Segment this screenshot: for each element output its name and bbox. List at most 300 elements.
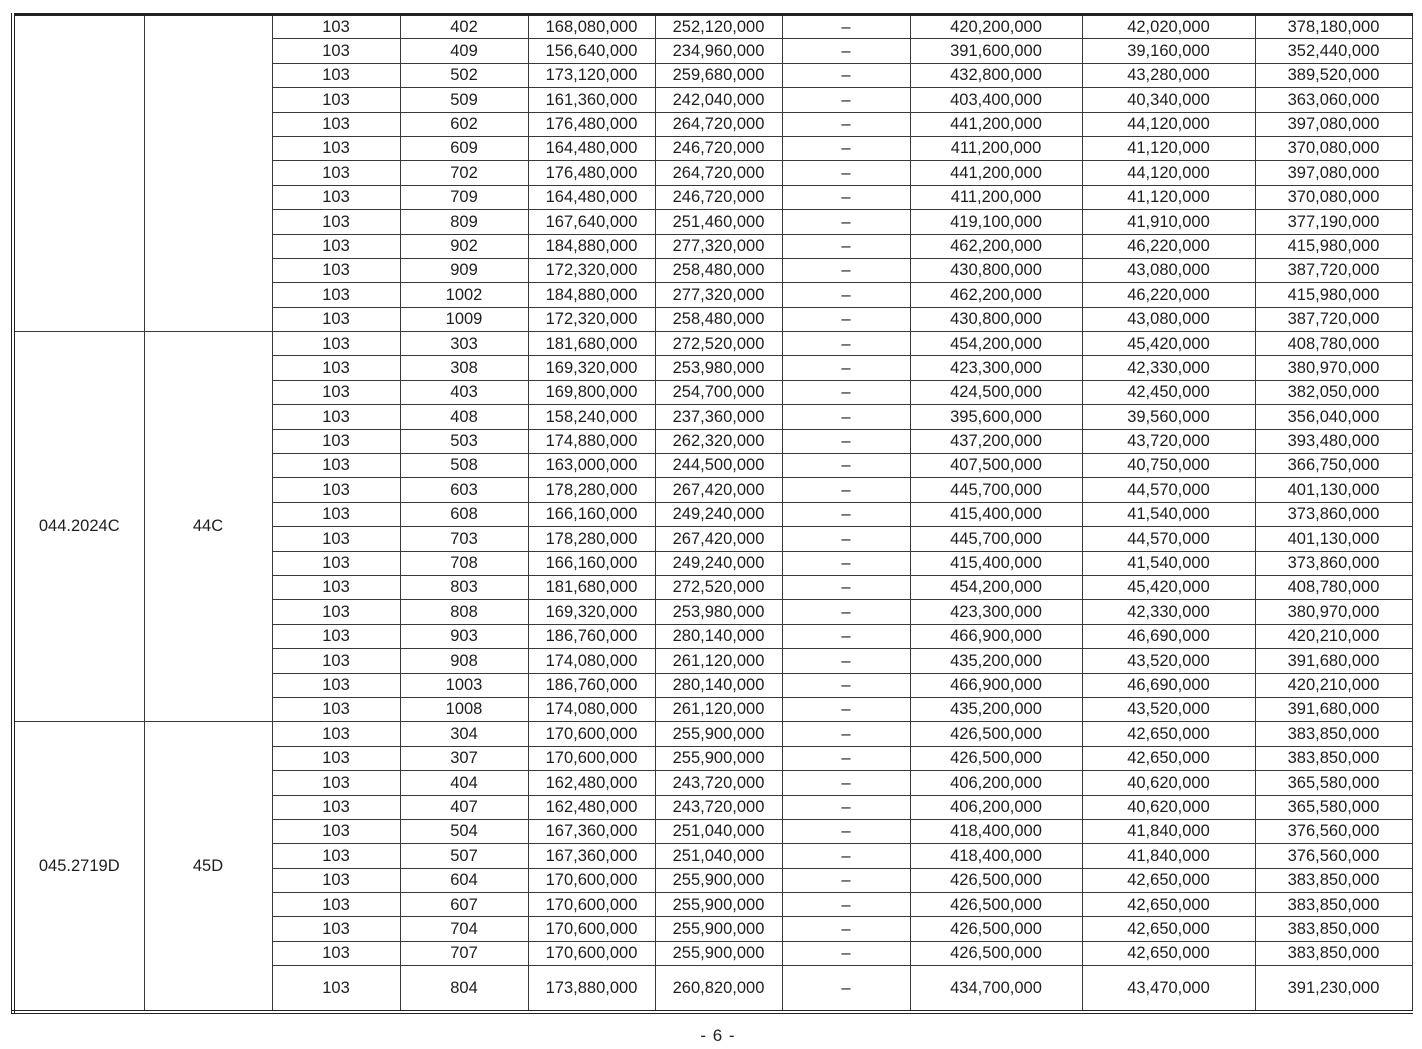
unit-number-cell: 307 [400,746,528,770]
balance-cell: 391,680,000 [1255,697,1412,721]
contract-deposit-cell: 46,220,000 [1082,234,1255,258]
unit-number-cell: 704 [400,917,528,941]
balance-cell: 397,080,000 [1255,161,1412,185]
building-number-cell: 103 [272,722,400,746]
land-price-cell: 166,160,000 [528,551,655,575]
option-cell: – [782,844,910,868]
building-price-cell: 261,120,000 [655,649,782,673]
unit-number-cell: 509 [400,88,528,112]
total-price-cell: 418,400,000 [910,844,1082,868]
option-cell: – [782,966,910,1012]
total-price-cell: 418,400,000 [910,819,1082,843]
unit-number-cell: 607 [400,893,528,917]
total-price-cell: 426,500,000 [910,917,1082,941]
building-number-cell: 103 [272,63,400,87]
total-price-cell: 403,400,000 [910,88,1082,112]
contract-deposit-cell: 40,340,000 [1082,88,1255,112]
building-number-cell: 103 [272,258,400,282]
land-price-cell: 186,760,000 [528,673,655,697]
total-price-cell: 424,500,000 [910,380,1082,404]
building-price-cell: 237,360,000 [655,405,782,429]
contract-deposit-cell: 41,540,000 [1082,502,1255,526]
building-price-cell: 234,960,000 [655,39,782,63]
unit-number-cell: 1009 [400,307,528,331]
land-price-cell: 169,320,000 [528,356,655,380]
total-price-cell: 430,800,000 [910,258,1082,282]
total-price-cell: 415,400,000 [910,551,1082,575]
land-price-cell: 173,880,000 [528,966,655,1012]
land-price-cell: 169,800,000 [528,380,655,404]
building-number-cell: 103 [272,600,400,624]
balance-cell: 380,970,000 [1255,356,1412,380]
building-price-cell: 255,900,000 [655,746,782,770]
building-price-cell: 272,520,000 [655,332,782,356]
building-price-cell: 255,900,000 [655,941,782,965]
total-price-cell: 406,200,000 [910,771,1082,795]
contract-deposit-cell: 46,690,000 [1082,624,1255,648]
price-table [11,13,1413,1014]
total-price-cell: 419,100,000 [910,210,1082,234]
contract-deposit-cell: 43,280,000 [1082,63,1255,87]
building-number-cell: 103 [272,185,400,209]
building-number-cell: 103 [272,136,400,160]
balance-cell: 378,180,000 [1255,15,1412,39]
unit-number-cell: 909 [400,258,528,282]
option-cell: – [782,941,910,965]
total-price-cell: 411,200,000 [910,185,1082,209]
building-price-cell: 254,700,000 [655,380,782,404]
building-price-cell: 258,480,000 [655,307,782,331]
contract-deposit-cell: 39,560,000 [1082,405,1255,429]
unit-number-cell: 702 [400,161,528,185]
option-cell: – [782,600,910,624]
balance-cell: 393,480,000 [1255,429,1412,453]
total-price-cell: 466,900,000 [910,624,1082,648]
unit-number-cell: 507 [400,844,528,868]
total-price-cell: 426,500,000 [910,941,1082,965]
balance-cell: 391,230,000 [1255,966,1412,1012]
land-price-cell: 158,240,000 [528,405,655,429]
land-price-cell: 176,480,000 [528,161,655,185]
land-price-cell: 156,640,000 [528,39,655,63]
housing-type-cell: 44C [144,332,272,722]
balance-cell: 383,850,000 [1255,893,1412,917]
building-number-cell: 103 [272,893,400,917]
building-price-cell: 261,120,000 [655,697,782,721]
option-cell: – [782,454,910,478]
unit-number-cell: 808 [400,600,528,624]
building-price-cell: 242,040,000 [655,88,782,112]
option-cell: – [782,746,910,770]
balance-cell: 376,560,000 [1255,844,1412,868]
building-price-cell: 272,520,000 [655,575,782,599]
unit-number-cell: 508 [400,454,528,478]
option-cell: – [782,868,910,892]
unit-number-cell: 902 [400,234,528,258]
unit-number-cell: 408 [400,405,528,429]
building-price-cell: 251,040,000 [655,844,782,868]
option-cell: – [782,258,910,282]
unit-number-cell: 1008 [400,697,528,721]
total-price-cell: 435,200,000 [910,649,1082,673]
option-cell: – [782,575,910,599]
option-cell: – [782,88,910,112]
building-number-cell: 103 [272,502,400,526]
land-price-cell: 181,680,000 [528,332,655,356]
table-row [13,722,1412,746]
building-price-cell: 253,980,000 [655,356,782,380]
balance-cell: 352,440,000 [1255,39,1412,63]
unit-number-cell: 707 [400,941,528,965]
page-number: - 6 - [700,1026,736,1045]
option-cell: – [782,649,910,673]
balance-cell: 415,980,000 [1255,283,1412,307]
land-price-cell: 163,000,000 [528,454,655,478]
option-cell: – [782,63,910,87]
unit-number-cell: 809 [400,210,528,234]
unit-number-cell: 604 [400,868,528,892]
balance-cell: 373,860,000 [1255,551,1412,575]
balance-cell: 370,080,000 [1255,185,1412,209]
unit-number-cell: 409 [400,39,528,63]
option-cell: – [782,551,910,575]
housing-type-code-cell: 045.2719D [13,722,144,1012]
contract-deposit-cell: 40,620,000 [1082,795,1255,819]
option-cell: – [782,380,910,404]
balance-cell: 373,860,000 [1255,502,1412,526]
building-number-cell: 103 [272,88,400,112]
building-price-cell: 246,720,000 [655,136,782,160]
unit-number-cell: 407 [400,795,528,819]
unit-number-cell: 609 [400,136,528,160]
total-price-cell: 420,200,000 [910,15,1082,39]
building-number-cell: 103 [272,673,400,697]
balance-cell: 383,850,000 [1255,746,1412,770]
unit-number-cell: 908 [400,649,528,673]
land-price-cell: 170,600,000 [528,893,655,917]
building-number-cell: 103 [272,112,400,136]
building-price-cell: 277,320,000 [655,283,782,307]
contract-deposit-cell: 43,520,000 [1082,649,1255,673]
unit-number-cell: 303 [400,332,528,356]
contract-deposit-cell: 42,450,000 [1082,380,1255,404]
building-number-cell: 103 [272,527,400,551]
building-number-cell: 103 [272,405,400,429]
unit-number-cell: 709 [400,185,528,209]
unit-number-cell: 803 [400,575,528,599]
balance-cell: 420,210,000 [1255,624,1412,648]
building-price-cell: 253,980,000 [655,600,782,624]
building-price-cell: 267,420,000 [655,527,782,551]
unit-number-cell: 603 [400,478,528,502]
land-price-cell: 172,320,000 [528,258,655,282]
total-price-cell: 462,200,000 [910,283,1082,307]
building-number-cell: 103 [272,795,400,819]
option-cell: – [782,502,910,526]
total-price-cell: 415,400,000 [910,502,1082,526]
land-price-cell: 184,880,000 [528,283,655,307]
land-price-cell: 173,120,000 [528,63,655,87]
building-price-cell: 259,680,000 [655,63,782,87]
total-price-cell: 406,200,000 [910,795,1082,819]
total-price-cell: 434,700,000 [910,966,1082,1012]
balance-cell: 363,060,000 [1255,88,1412,112]
land-price-cell: 167,640,000 [528,210,655,234]
total-price-cell: 423,300,000 [910,356,1082,380]
building-number-cell: 103 [272,478,400,502]
option-cell: – [782,795,910,819]
building-price-cell: 255,900,000 [655,893,782,917]
land-price-cell: 186,760,000 [528,624,655,648]
unit-number-cell: 1002 [400,283,528,307]
building-number-cell: 103 [272,844,400,868]
contract-deposit-cell: 43,080,000 [1082,307,1255,331]
total-price-cell: 432,800,000 [910,63,1082,87]
balance-cell: 415,980,000 [1255,234,1412,258]
contract-deposit-cell: 43,080,000 [1082,258,1255,282]
building-price-cell: 249,240,000 [655,502,782,526]
building-number-cell: 103 [272,380,400,404]
option-cell: – [782,185,910,209]
balance-cell: 380,970,000 [1255,600,1412,624]
contract-deposit-cell: 41,840,000 [1082,819,1255,843]
building-price-cell: 251,460,000 [655,210,782,234]
unit-number-cell: 304 [400,722,528,746]
total-price-cell: 435,200,000 [910,697,1082,721]
building-price-cell: 243,720,000 [655,771,782,795]
contract-deposit-cell: 42,330,000 [1082,600,1255,624]
total-price-cell: 411,200,000 [910,136,1082,160]
building-number-cell: 103 [272,966,400,1012]
balance-cell: 365,580,000 [1255,771,1412,795]
land-price-cell: 170,600,000 [528,917,655,941]
land-price-cell: 162,480,000 [528,771,655,795]
balance-cell: 383,850,000 [1255,917,1412,941]
housing-type-cell: 45D [144,722,272,1012]
contract-deposit-cell: 42,020,000 [1082,15,1255,39]
total-price-cell: 445,700,000 [910,478,1082,502]
building-price-cell: 243,720,000 [655,795,782,819]
option-cell: – [782,356,910,380]
contract-deposit-cell: 43,520,000 [1082,697,1255,721]
option-cell: – [782,283,910,307]
contract-deposit-cell: 42,650,000 [1082,893,1255,917]
land-price-cell: 169,320,000 [528,600,655,624]
land-price-cell: 178,280,000 [528,478,655,502]
option-cell: – [782,673,910,697]
contract-deposit-cell: 46,690,000 [1082,673,1255,697]
building-number-cell: 103 [272,429,400,453]
building-number-cell: 103 [272,771,400,795]
building-number-cell: 103 [272,15,400,39]
total-price-cell: 466,900,000 [910,673,1082,697]
building-number-cell: 103 [272,283,400,307]
option-cell: – [782,819,910,843]
building-price-cell: 258,480,000 [655,258,782,282]
total-price-cell: 445,700,000 [910,527,1082,551]
option-cell: – [782,161,910,185]
balance-cell: 387,720,000 [1255,307,1412,331]
balance-cell: 377,190,000 [1255,210,1412,234]
total-price-cell: 407,500,000 [910,454,1082,478]
land-price-cell: 170,600,000 [528,941,655,965]
land-price-cell: 164,480,000 [528,136,655,160]
building-price-cell: 255,900,000 [655,868,782,892]
land-price-cell: 164,480,000 [528,185,655,209]
building-price-cell: 264,720,000 [655,112,782,136]
unit-number-cell: 608 [400,502,528,526]
total-price-cell: 426,500,000 [910,722,1082,746]
building-number-cell: 103 [272,356,400,380]
option-cell: – [782,697,910,721]
unit-number-cell: 308 [400,356,528,380]
balance-cell: 391,680,000 [1255,649,1412,673]
option-cell: – [782,722,910,746]
building-number-cell: 103 [272,819,400,843]
building-number-cell: 103 [272,575,400,599]
option-cell: – [782,210,910,234]
contract-deposit-cell: 41,840,000 [1082,844,1255,868]
land-price-cell: 184,880,000 [528,234,655,258]
contract-deposit-cell: 42,650,000 [1082,722,1255,746]
building-price-cell: 252,120,000 [655,15,782,39]
option-cell: – [782,332,910,356]
balance-cell: 366,750,000 [1255,454,1412,478]
contract-deposit-cell: 42,650,000 [1082,941,1255,965]
option-cell: – [782,112,910,136]
option-cell: – [782,405,910,429]
contract-deposit-cell: 43,470,000 [1082,966,1255,1012]
land-price-cell: 166,160,000 [528,502,655,526]
total-price-cell: 437,200,000 [910,429,1082,453]
building-number-cell: 103 [272,941,400,965]
total-price-cell: 391,600,000 [910,39,1082,63]
contract-deposit-cell: 44,120,000 [1082,112,1255,136]
building-number-cell: 103 [272,624,400,648]
unit-number-cell: 402 [400,15,528,39]
total-price-cell: 441,200,000 [910,161,1082,185]
building-price-cell: 255,900,000 [655,917,782,941]
contract-deposit-cell: 43,720,000 [1082,429,1255,453]
building-number-cell: 103 [272,39,400,63]
contract-deposit-cell: 42,650,000 [1082,868,1255,892]
land-price-cell: 181,680,000 [528,575,655,599]
contract-deposit-cell: 45,420,000 [1082,575,1255,599]
unit-number-cell: 903 [400,624,528,648]
building-number-cell: 103 [272,332,400,356]
total-price-cell: 426,500,000 [910,746,1082,770]
building-price-cell: 264,720,000 [655,161,782,185]
land-price-cell: 176,480,000 [528,112,655,136]
option-cell: – [782,234,910,258]
total-price-cell: 395,600,000 [910,405,1082,429]
housing-type-code-cell: 044.2024C [13,332,144,722]
balance-cell: 370,080,000 [1255,136,1412,160]
building-number-cell: 103 [272,210,400,234]
building-price-cell: 249,240,000 [655,551,782,575]
land-price-cell: 170,600,000 [528,722,655,746]
total-price-cell: 426,500,000 [910,868,1082,892]
land-price-cell: 174,080,000 [528,649,655,673]
contract-deposit-cell: 44,120,000 [1082,161,1255,185]
total-price-cell: 462,200,000 [910,234,1082,258]
option-cell: – [782,136,910,160]
unit-number-cell: 502 [400,63,528,87]
balance-cell: 408,780,000 [1255,332,1412,356]
land-price-cell: 170,600,000 [528,868,655,892]
option-cell: – [782,15,910,39]
unit-number-cell: 503 [400,429,528,453]
balance-cell: 382,050,000 [1255,380,1412,404]
total-price-cell: 454,200,000 [910,332,1082,356]
unit-number-cell: 1003 [400,673,528,697]
unit-number-cell: 403 [400,380,528,404]
option-cell: – [782,307,910,331]
balance-cell: 397,080,000 [1255,112,1412,136]
contract-deposit-cell: 42,650,000 [1082,917,1255,941]
total-price-cell: 441,200,000 [910,112,1082,136]
unit-number-cell: 708 [400,551,528,575]
building-price-cell: 244,500,000 [655,454,782,478]
building-number-cell: 103 [272,161,400,185]
contract-deposit-cell: 42,330,000 [1082,356,1255,380]
building-number-cell: 103 [272,649,400,673]
building-number-cell: 103 [272,746,400,770]
land-price-cell: 162,480,000 [528,795,655,819]
building-price-cell: 277,320,000 [655,234,782,258]
building-number-cell: 103 [272,868,400,892]
total-price-cell: 430,800,000 [910,307,1082,331]
housing-type-code-cell [13,15,144,332]
contract-deposit-cell: 42,650,000 [1082,746,1255,770]
unit-number-cell: 804 [400,966,528,1012]
building-price-cell: 251,040,000 [655,819,782,843]
balance-cell: 408,780,000 [1255,575,1412,599]
building-price-cell: 280,140,000 [655,624,782,648]
contract-deposit-cell: 40,750,000 [1082,454,1255,478]
contract-deposit-cell: 41,120,000 [1082,185,1255,209]
contract-deposit-cell: 41,120,000 [1082,136,1255,160]
building-price-cell: 280,140,000 [655,673,782,697]
option-cell: – [782,893,910,917]
building-price-cell: 255,900,000 [655,722,782,746]
unit-number-cell: 504 [400,819,528,843]
building-number-cell: 103 [272,234,400,258]
contract-deposit-cell: 41,540,000 [1082,551,1255,575]
land-price-cell: 178,280,000 [528,527,655,551]
contract-deposit-cell: 46,220,000 [1082,283,1255,307]
building-number-cell: 103 [272,917,400,941]
contract-deposit-cell: 40,620,000 [1082,771,1255,795]
land-price-cell: 167,360,000 [528,819,655,843]
option-cell: – [782,429,910,453]
balance-cell: 387,720,000 [1255,258,1412,282]
land-price-cell: 168,080,000 [528,15,655,39]
land-price-cell: 161,360,000 [528,88,655,112]
contract-deposit-cell: 44,570,000 [1082,527,1255,551]
balance-cell: 420,210,000 [1255,673,1412,697]
option-cell: – [782,478,910,502]
building-price-cell: 260,820,000 [655,966,782,1012]
total-price-cell: 454,200,000 [910,575,1082,599]
table-row [13,15,1412,39]
option-cell: – [782,771,910,795]
building-number-cell: 103 [272,454,400,478]
balance-cell: 383,850,000 [1255,722,1412,746]
option-cell: – [782,527,910,551]
land-price-cell: 174,080,000 [528,697,655,721]
balance-cell: 401,130,000 [1255,478,1412,502]
